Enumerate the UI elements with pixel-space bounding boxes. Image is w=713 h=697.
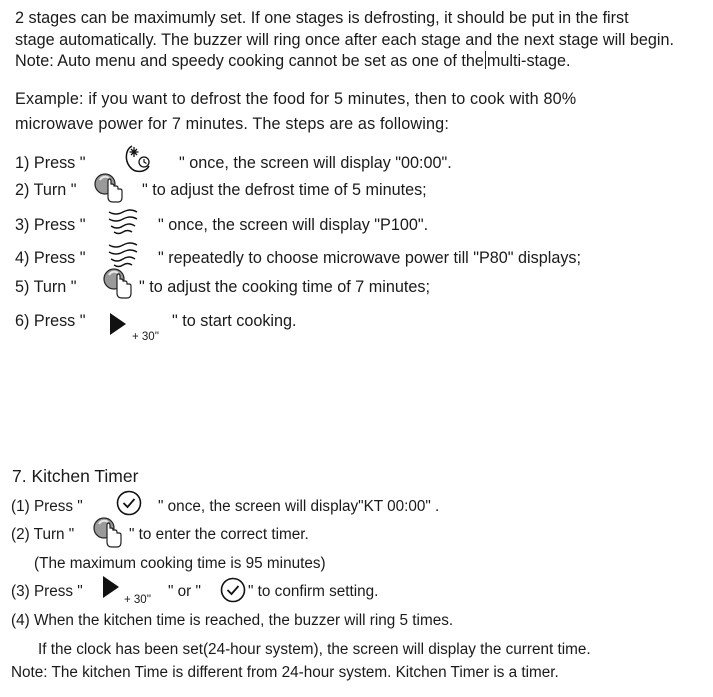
plus-30-seconds-label: + 30'' (132, 331, 160, 343)
intro-line-3-text: Note: Auto menu and speedy cooking cannot be set as one of the (15, 52, 484, 70)
timer-step-2-post: " to enter the correct timer. (129, 526, 309, 543)
timer-step-1-post: " once, the screen will display"KT 00:00" . (158, 498, 440, 515)
step-3-post: " once, the screen will display "P100". (158, 216, 429, 234)
text-cursor (485, 51, 486, 69)
timer-step-3-pre: (3) Press " (11, 583, 83, 600)
step-4-post: " repeatedly to choose microwave power till "P80" displays; (158, 249, 582, 267)
intro-line-3 (15, 51, 571, 71)
step-5-pre: 5) Turn " (15, 278, 77, 296)
step-2-pre: 2) Turn " (15, 181, 77, 199)
timer-step-3-or: " or " (168, 583, 201, 600)
step-6-post: " to start cooking. (172, 312, 297, 330)
timer-step-4: (4) When the kitchen time is reached, the buzzer will ring 5 times. (11, 612, 454, 629)
step-1-pre: 1) Press " (15, 154, 86, 172)
timer-footnote: Note: The kitchen Time is different from 24-hour system. Kitchen Timer is a timer. (11, 664, 559, 681)
step-6-pre: 6) Press " (15, 312, 86, 330)
timer-step-1-pre: (1) Press " (11, 498, 83, 515)
example-line-2: microwave power for 7 minutes. The steps are as following: (15, 115, 449, 133)
start-play-icon (109, 312, 127, 341)
timer-step-2-pre: (2) Turn " (11, 526, 75, 543)
intro-line-1: 2 stages can be maximumly set. If one stages is defrosting, it should be put in the first (15, 9, 629, 27)
step-4-pre: 4) Press " (15, 249, 86, 267)
knob-hand-icon (92, 171, 126, 210)
section-heading: 7. Kitchen Timer (12, 466, 139, 486)
clock-check-icon (220, 577, 246, 608)
example-line-1: Example: if you want to defrost the food for 5 minutes, then to cook with 80% (15, 90, 577, 108)
start-play-icon (102, 575, 120, 604)
knob-hand-icon (101, 266, 135, 307)
step-1-post: " once, the screen will display "00:00". (179, 154, 452, 172)
step-5-post: " to adjust the cooking time of 7 minutes; (139, 278, 430, 296)
timer-step-3-post: " to confirm setting. (248, 583, 379, 600)
step-2-post: " to adjust the defrost time of 5 minutes; (142, 181, 427, 199)
plus-30-seconds-label: + 30'' (124, 594, 152, 606)
knob-hand-icon (91, 515, 125, 556)
intro-line-2: stage automatically. The buzzer will ring once after each stage and the next stage will begin. (15, 31, 674, 49)
microwave-waves-icon (107, 209, 139, 240)
step-3-pre: 3) Press " (15, 216, 86, 234)
timer-clock-info: If the clock has been set(24-hour system), the screen will display the current time. (38, 641, 591, 658)
timer-note: (The maximum cooking time is 95 minutes) (34, 555, 326, 572)
intro-line-3-end: multi-stage. (486, 52, 571, 70)
